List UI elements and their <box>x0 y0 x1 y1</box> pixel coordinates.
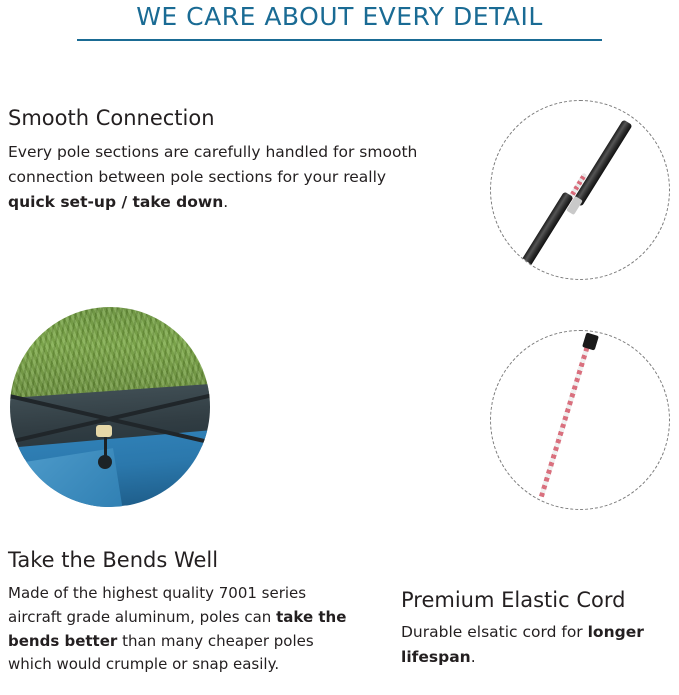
take-the-bends-heading: Take the Bends Well <box>8 548 219 572</box>
smooth-connection-body-bold: quick set-up / take down <box>8 193 224 212</box>
elastic-cord-body-bold: longer lifespan <box>401 623 644 666</box>
elastic-cord-body <box>401 620 673 670</box>
elastic-cord-body-text2: . <box>470 647 476 666</box>
section-premium-elastic-cord <box>401 588 673 670</box>
elastic-cord-body-text1: Durable elsatic cord for <box>401 623 588 642</box>
tent-clip-stem <box>104 437 107 457</box>
elastic-cord-illustration <box>491 331 669 509</box>
elastic-cord-heading: Premium Elastic Cord <box>401 588 626 612</box>
elastic-cord-tip <box>582 332 599 350</box>
pole-connection-illustration <box>491 101 669 279</box>
page-title: WE CARE ABOUT EVERY DETAIL <box>136 2 543 31</box>
take-the-bends-body <box>8 582 348 677</box>
tent-pole-hub <box>96 425 112 437</box>
section-smooth-connection <box>8 106 423 216</box>
pole-upper-segment <box>572 119 632 206</box>
tent-clip <box>98 455 112 469</box>
header-divider <box>77 39 602 41</box>
smooth-connection-body <box>8 140 423 215</box>
take-the-bends-body-text1: Made of the highest quality 7001 series aircraft grade aluminum, poles can <box>8 584 307 626</box>
elastic-cord-figure <box>490 330 670 510</box>
take-the-bends-body-text2: than many cheaper poles which would crumple or snap easily. <box>8 631 314 674</box>
elastic-cord-strand <box>539 335 593 497</box>
section-take-the-bends <box>8 548 348 677</box>
smooth-connection-heading: Smooth Connection <box>8 106 215 130</box>
take-the-bends-body-bold: take the bends better <box>8 607 347 650</box>
pole-lower-segment <box>513 191 573 278</box>
pole-connection-figure <box>490 100 670 280</box>
smooth-connection-body-text1: Every pole sections are carefully handled for smooth connection between pole sections for your really <box>8 143 418 187</box>
smooth-connection-body-text2: . <box>223 193 229 212</box>
tent-corner-figure <box>10 307 210 507</box>
